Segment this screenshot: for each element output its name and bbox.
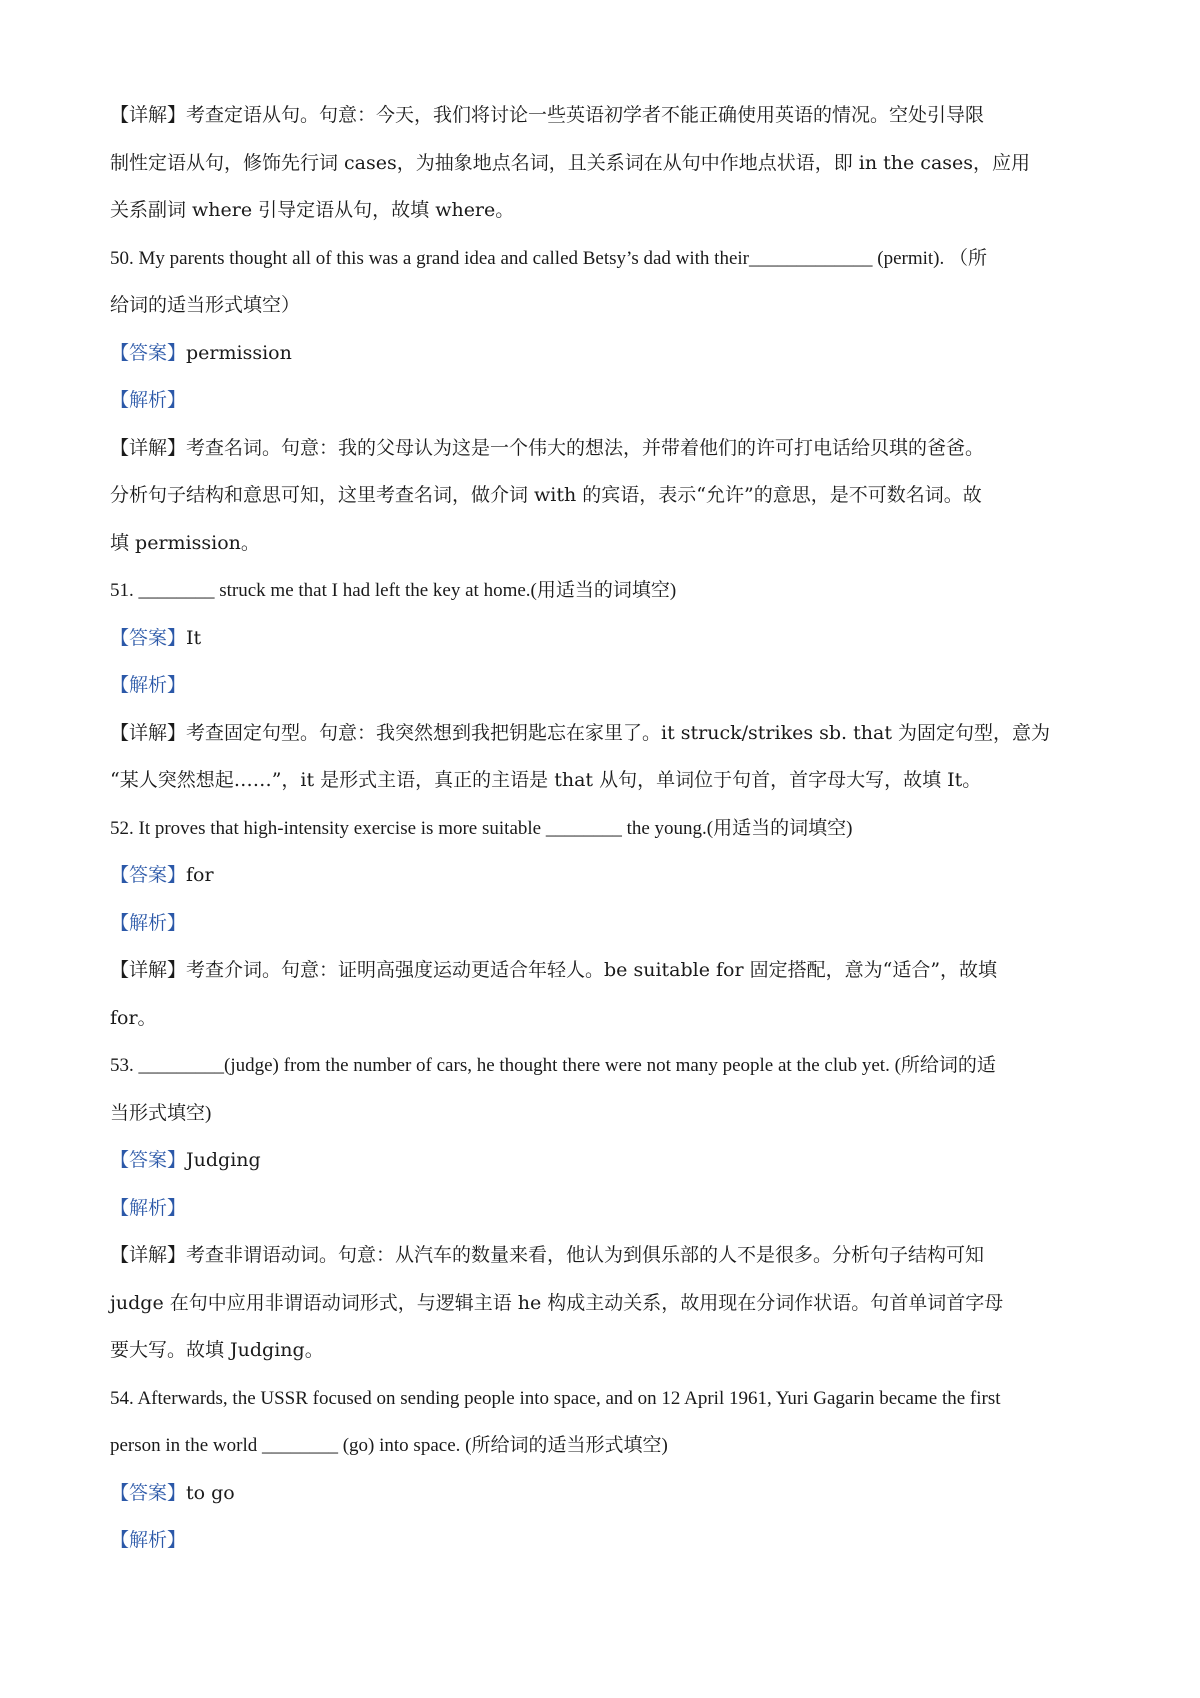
question-text: 50. My parents thought all of this was a grand idea and called Betsy’s dad with their_____________ (permit). （所: [110, 247, 987, 269]
analysis-line: [110, 1517, 1100, 1565]
question-text: person in the world ________ (go) into space. (所给词的适当形式填空): [110, 1435, 668, 1456]
q49-detail: [110, 92, 1100, 235]
answer-tag: 【答案】: [110, 1149, 187, 1171]
detail-tag: 【详解】: [110, 959, 187, 981]
answer-value: for: [186, 864, 214, 886]
answer-value: It: [186, 626, 202, 649]
detail-tag: 【详解】: [110, 721, 187, 744]
analysis-tag: 【解析】: [110, 911, 187, 934]
answer-value: to go: [186, 1481, 235, 1504]
detail-line: 要大写。故填 Judging。: [110, 1339, 324, 1361]
analysis-line: [110, 662, 1100, 710]
detail-line: 分析句子结构和意思可知，这里考查名词，做介词 with 的宾语，表示“允许”的意思，是不可数名词。故: [110, 484, 982, 506]
detail-line: [110, 92, 1100, 140]
detail-text: 考查介词。句意：证明高强度运动更适合年轻人。be suitable for 固定搭配，意为“适合”，故填: [186, 959, 998, 981]
detail-line: [110, 425, 1100, 473]
analysis-line: [110, 900, 1100, 948]
detail-line: for。: [110, 1006, 157, 1029]
answer-tag: 【答案】: [110, 864, 187, 886]
detail-text: 考查固定句型。句意：我突然想到我把钥匙忘在家里了。it struck/strikes sb. that 为固定句型，意为: [186, 721, 1050, 744]
analysis-line: [110, 377, 1100, 425]
answer-line: [110, 330, 1100, 378]
question-54: [110, 1375, 1100, 1565]
detail-line: judge 在句中应用非谓语动词形式，与逻辑主语 he 构成主动关系，故用现在分词作状语。句首单词首字母: [110, 1291, 1004, 1314]
answer-tag: 【答案】: [110, 1481, 187, 1504]
answer-line: [110, 615, 1100, 663]
detail-tag: 【详解】: [110, 1244, 187, 1266]
question-text: 当形式填空): [110, 1102, 212, 1124]
detail-line: 填 permission。: [110, 531, 260, 554]
question-text: 53. _________(judge) from the number of cars, he thought there were not many people at the club yet. (所给词的适: [110, 1055, 996, 1076]
question-52: [110, 805, 1100, 1043]
detail-text: 考查名词。句意：我的父母认为这是一个伟大的想法，并带着他们的许可打电话给贝琪的爸爸。: [186, 436, 985, 459]
question-50: [110, 235, 1100, 568]
question-53: [110, 1042, 1100, 1375]
answer-value: Judging: [186, 1149, 261, 1171]
answer-value: permission: [186, 341, 292, 364]
detail-text: 考查定语从句。句意：今天，我们将讨论一些英语初学者不能正确使用英语的情况。空处引导限: [186, 104, 985, 126]
question-text: 51. ________ struck me that I had left the key at home.(用适当的词填空): [110, 580, 677, 601]
analysis-line: [110, 1185, 1100, 1233]
question-text: 52. It proves that high-intensity exercise is more suitable ________ the young.(用适当的词填空): [110, 817, 853, 839]
question-text: 给词的适当形式填空）: [110, 295, 301, 316]
document-page: [110, 92, 1100, 1565]
analysis-tag: 【解析】: [110, 1196, 187, 1219]
detail-tag: 【详解】: [110, 104, 187, 126]
answer-tag: 【答案】: [110, 626, 187, 649]
detail-line: 制性定语从句，修饰先行词 cases，为抽象地点名词，且关系词在从句中作地点状语，即 in the cases，应用: [110, 151, 1031, 174]
analysis-tag: 【解析】: [110, 674, 187, 696]
detail-tag: 【详解】: [110, 436, 187, 459]
answer-line: [110, 852, 1100, 900]
detail-text: 考查非谓语动词。句意：从汽车的数量来看，他认为到俱乐部的人不是很多。分析句子结构可知: [186, 1244, 985, 1266]
analysis-tag: 【解析】: [110, 1529, 187, 1551]
detail-line: [110, 1232, 1100, 1280]
answer-line: [110, 1470, 1100, 1518]
answer-line: [110, 1137, 1100, 1185]
detail-line: [110, 710, 1100, 758]
detail-line: [110, 947, 1100, 995]
detail-line: “某人突然想起……”，it 是形式主语，真正的主语是 that 从句，单词位于句首，首字母大写，故填 It。: [110, 769, 982, 791]
question-text: 54. Afterwards, the USSR focused on sending people into space, and on 12 April 1961, Yuri Gagarin became the first: [110, 1387, 1001, 1409]
detail-line: 关系副词 where 引导定语从句，故填 where。: [110, 199, 515, 221]
question-51: [110, 567, 1100, 805]
analysis-tag: 【解析】: [110, 389, 187, 411]
answer-tag: 【答案】: [110, 341, 187, 364]
